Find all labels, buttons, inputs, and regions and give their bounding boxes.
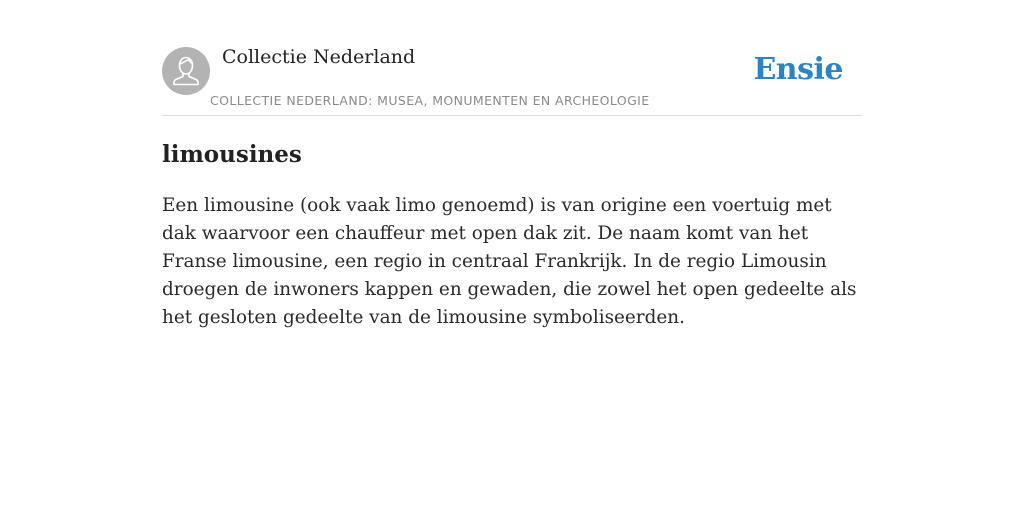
author-avatar[interactable] (162, 47, 210, 95)
entry-header (162, 0, 862, 116)
entry-title: limousines (162, 141, 302, 168)
ensie-logo[interactable]: Ensie (753, 52, 843, 87)
entry-card (162, 0, 862, 512)
author-name[interactable]: Collectie Nederland (222, 46, 416, 68)
user-silhouette-icon (162, 47, 210, 95)
entry-description: Een limousine (ook vaak limo genoemd) is van origine een voertuig met dak waarvoor een chauffeur met open dak zit. De naam komt van het Franse limousine, een regio in centraal Frankrijk. In de regio Limousin droegen de inwoners kappen en gewaden, die zowel het open gedeelte als het gesloten gedeelte van de limousine symboliseerden. (162, 195, 857, 328)
author-subtitle: COLLECTIE NEDERLAND: MUSEA, MONUMENTEN EN ARCHEOLOGIE (210, 93, 650, 108)
